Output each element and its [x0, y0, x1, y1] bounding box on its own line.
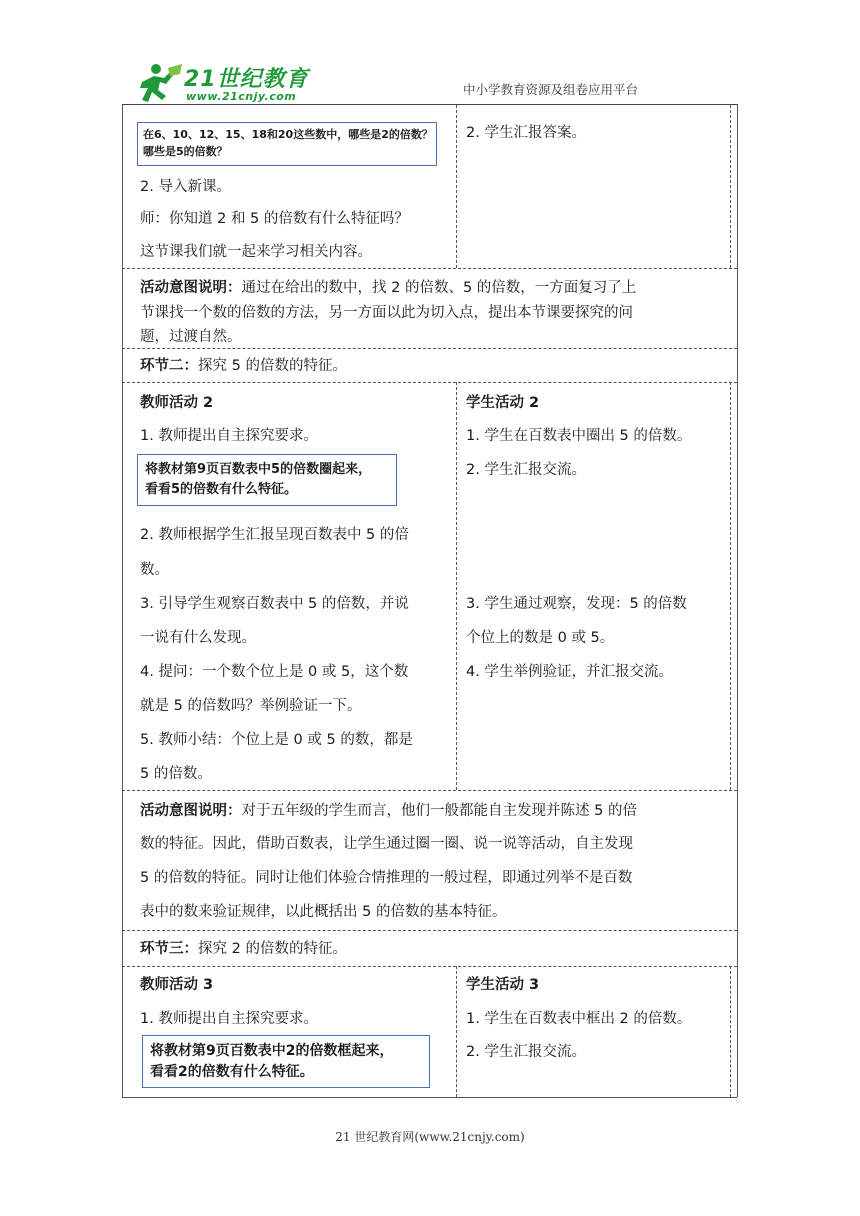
text-line: 2. 学生汇报答案。	[466, 125, 586, 141]
text-line: 2. 学生汇报交流。	[466, 462, 586, 478]
intent-label: 活动意图说明：	[140, 803, 242, 819]
column-edge	[730, 382, 731, 790]
page-footer: 21 世纪教育网(www.21cnjy.com)	[335, 1130, 525, 1144]
intent-text: 通过在给出的数中，找 2 的倍数、5 的倍数，一方面复习了上	[241, 280, 637, 296]
text-line: 2. 教师根据学生汇报呈现百数表中 5 的倍	[140, 527, 409, 543]
text-line: 1. 教师提出自主探究要求。	[140, 428, 318, 444]
platform-name: 中小学教育资源及组卷应用平台	[463, 82, 639, 97]
text-line: 1. 学生在百数表中圈出 5 的倍数。	[466, 428, 692, 444]
row-divider	[122, 268, 737, 269]
question-box-line: 在6、10、12、15、18和20这些数中，哪些是2的倍数？	[143, 128, 433, 141]
logo	[136, 62, 316, 108]
row-divider	[122, 348, 737, 349]
section-label: 环节三：	[140, 941, 198, 957]
text-line: 5. 教师小结：个位上是 0 或 5 的数，都是	[140, 732, 413, 748]
task-box	[137, 454, 397, 506]
text-line: 就是 5 的倍数吗？举例验证一下。	[140, 698, 362, 714]
table-left-border	[122, 105, 123, 1097]
teacher-activity-title: 教师活动 3	[140, 977, 214, 993]
task-box	[142, 1035, 430, 1088]
text-line: 1. 学生在百数表中框出 2 的倍数。	[466, 1011, 692, 1027]
logo-text: 21世纪教育	[184, 67, 309, 92]
intent-line: 数的特征。因此，借助百数表，让学生通过圈一圈、说一说等活动，自主发现	[140, 836, 633, 852]
intent-line: 表中的数来验证规律，以此概括出 5 的倍数的基本特征。	[140, 904, 507, 920]
intent-line: 题，过渡自然。	[140, 329, 242, 345]
column-divider	[456, 966, 457, 1097]
student-activity-title: 学生活动 3	[466, 977, 540, 993]
text-line: 这节课我们就一起来学习相关内容。	[140, 244, 372, 260]
column-edge	[730, 966, 731, 1097]
section-label: 环节二：	[140, 358, 198, 374]
page-header	[0, 0, 860, 118]
intent-line	[140, 801, 637, 821]
teacher-activity-title: 教师活动 2	[140, 395, 214, 411]
intent-line	[140, 278, 636, 298]
text-line: 1. 教师提出自主探究要求。	[140, 1011, 318, 1027]
column-divider	[456, 382, 457, 790]
table-bottom-border	[122, 1097, 737, 1098]
text-line: 2. 学生汇报交流。	[466, 1044, 586, 1060]
row-divider	[122, 930, 737, 931]
intent-line: 节课找一个数的倍数的方法，另一方面以此为切入点，提出本节课要探究的问	[140, 305, 633, 321]
student-activity-title: 学生活动 2	[466, 395, 540, 411]
table-right-border	[737, 105, 738, 1097]
question-box-line: 哪些是5的倍数？	[143, 145, 228, 158]
task-box-line: 看看2的倍数有什么特征。	[150, 1064, 314, 1080]
text-line: 3. 学生通过观察，发现：5 的倍数	[466, 596, 687, 612]
text-line: 师：你知道 2 和 5 的倍数有什么特征吗？	[140, 211, 409, 227]
text-line: 5 的倍数。	[140, 766, 212, 782]
intent-text: 对于五年级的学生而言，他们一般都能自主发现并陈述 5 的倍	[241, 803, 637, 819]
text-line: 4. 提问：一个数个位上是 0 或 5，这个数	[140, 664, 409, 680]
task-box-line: 看看5的倍数有什么特征。	[145, 482, 298, 497]
logo-url: www.21cnjy.com	[186, 90, 297, 103]
section-text: 探究 2 的倍数的特征。	[198, 941, 347, 957]
text-line: 4. 学生举例验证，并汇报交流。	[466, 664, 673, 680]
section-text: 探究 5 的倍数的特征。	[198, 358, 347, 374]
intent-line: 5 的倍数的特征。同时让他们体验合情推理的一般过程，即通过列举不是百数	[140, 870, 633, 886]
section-heading	[140, 939, 347, 959]
row-divider	[122, 966, 737, 967]
task-box-line: 将教材第9页百数表中5的倍数圈起来，	[145, 462, 372, 477]
row-divider	[122, 790, 737, 791]
task-box-line: 将教材第9页百数表中2的倍数框起来，	[150, 1043, 394, 1059]
lesson-table	[122, 105, 737, 1098]
runner-icon	[136, 62, 184, 106]
text-line: 数。	[140, 562, 169, 578]
text-line: 2. 导入新课。	[140, 179, 231, 195]
column-edge	[730, 105, 731, 268]
text-line: 一说有什么发现。	[140, 630, 256, 646]
text-line: 3. 引导学生观察百数表中 5 的倍数，并说	[140, 596, 409, 612]
row-divider	[122, 382, 737, 383]
question-box	[137, 122, 437, 166]
section-heading	[140, 356, 347, 376]
intent-label: 活动意图说明：	[140, 280, 242, 296]
text-line: 个位上的数是 0 或 5。	[466, 630, 615, 646]
column-divider	[456, 105, 457, 268]
